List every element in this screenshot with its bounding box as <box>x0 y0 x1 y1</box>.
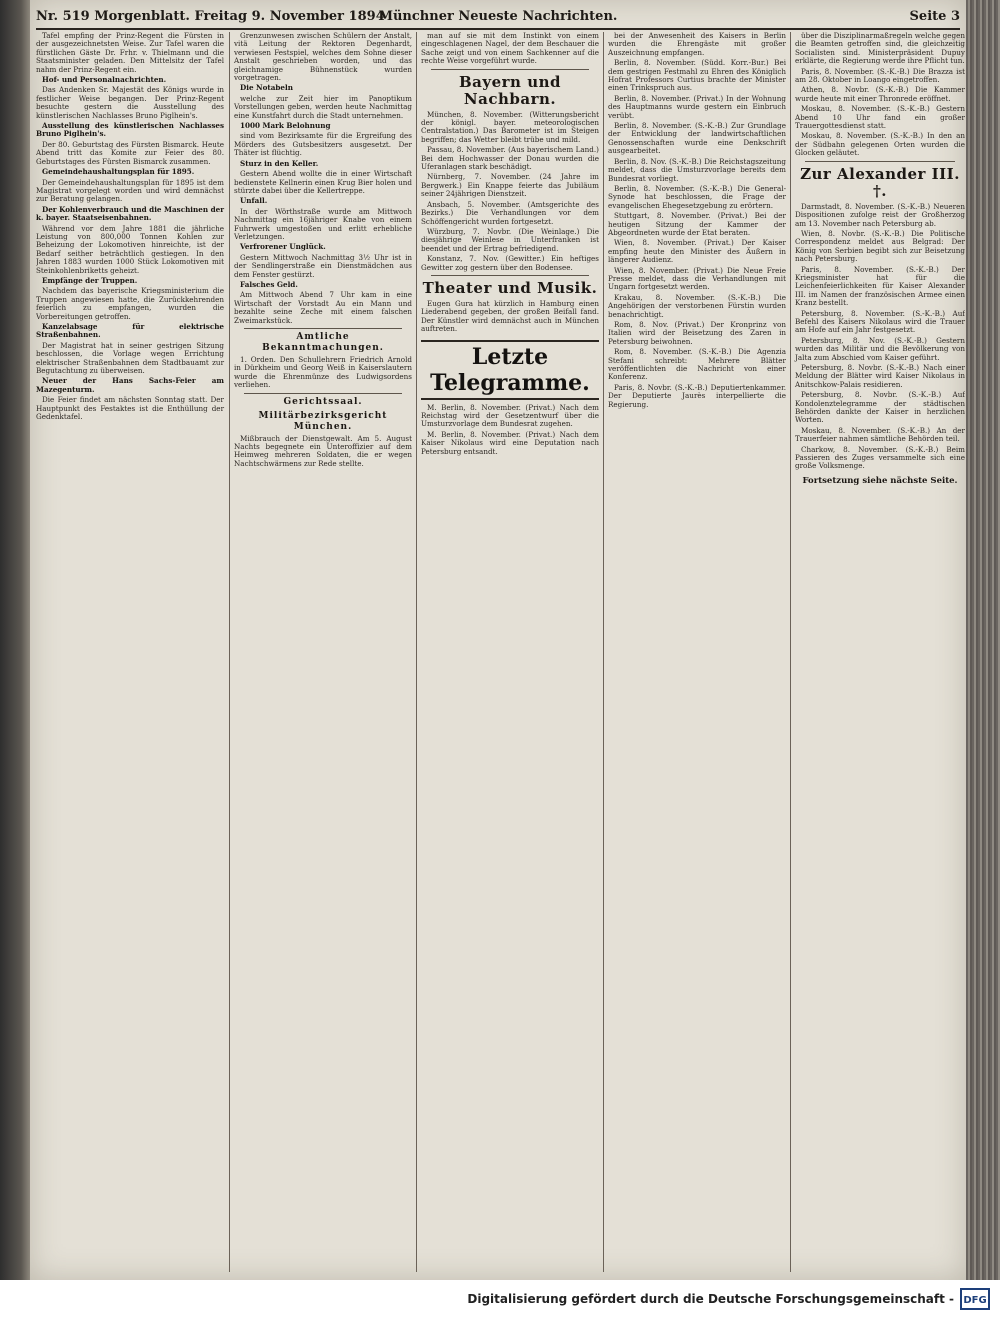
paragraph: Paris, 8. Novbr. (S.-K.-B.) Deputiertenkammer. Der Deputierte Jaurès interpellierte die Regierung. <box>608 382 786 409</box>
scan-binding-shadow <box>0 0 30 1280</box>
paragraph: Ansbach, 5. November. (Amtsgerichte des Bezirks.) Die Verhandlungen vor dem Schöffengericht wurden fortgesetzt. <box>421 199 599 226</box>
divider <box>244 328 402 329</box>
paragraph: Am Mittwoch Abend 7 Uhr kam in eine Wirtschaft der Vorstadt Au ein Mann und bezahlte seine Zeche mit einem falschen Zweimarkstück. <box>234 290 412 325</box>
section-heading: 1000 Mark Belohnung <box>240 121 331 131</box>
paragraph: Darmstadt, 8. November. (S.-K.-B.) Neueren Dispositionen zufolge reist der Großherzog am 13. November nach Petersburg ab. <box>795 201 965 228</box>
section-heading: Gemeindehaushaltungsplan für 1895. <box>42 167 195 177</box>
newspaper-page <box>30 0 966 1280</box>
section-title: Amtliche Bekanntmachungen. <box>262 332 384 353</box>
section-title: Theater und Musik. <box>422 278 598 297</box>
paragraph: Die Feier findet am nächsten Sonntag statt. Der Hauptpunkt des Festaktes ist die Enthüllung der Gedenktafel. <box>36 395 224 422</box>
paragraph: Stuttgart, 8. November. (Privat.) Bei der heutigen Sitzung der Kammer der Abgeordneten wurde der Etat beraten. <box>608 211 786 237</box>
divider <box>805 161 955 162</box>
paragraph: sind vom Bezirksamte für die Ergreifung des Mörders des Gutsbesitzers ausgesetzt. Der Thäter ist flüchtig. <box>234 131 412 158</box>
section-heading: Neuer der Hans Sachs-Feier am Mazegenturm. <box>36 376 224 394</box>
paragraph: Petersburg, 8. Novbr. (S.-K.-B.) Nach einer Meldung der Blätter wird Kaiser Nikolaus in Anitschkow-Palais residieren. <box>795 363 965 389</box>
section-heading: Unfall. <box>240 196 268 206</box>
section-title: Gerichtssaal. <box>283 396 363 407</box>
section-heading: Ausstellung des künstlerischen Nachlasses Bruno Piglhein's. <box>36 121 224 139</box>
paragraph: Konstanz, 7. Nov. (Gewitter.) Ein heftiges Gewitter zog gestern über den Bodensee. <box>421 254 599 272</box>
section-heading: Verfrorener Unglück. <box>240 242 326 252</box>
paragraph: M. Berlin, 8. November. (Privat.) Nach dem Kaiser Nikolaus wird eine Deputation nach Petersburg entsandt. <box>421 429 599 456</box>
paragraph: Paris, 8. November. (S.-K.-B.) Die Brazza ist am 28. Oktober in Loango eingetroffen. <box>795 66 965 85</box>
section-heading: Der Kohlenverbrauch und die Maschinen der k. bayer. Staatseisenbahnen. <box>36 204 224 223</box>
paper-title: Münchner Neueste Nachrichten. <box>378 9 618 24</box>
section-title: Bayern und Nachbarn. <box>459 72 561 108</box>
paragraph: In der Wörthstraße wurde am Mittwoch Nachmittag ein 16jähriger Knabe von einem Fuhrwerk umgestoßen und erlitt erhebliche Verletzungen. <box>234 206 412 241</box>
paragraph: Der Magistrat hat in seiner gestrigen Sitzung beschlossen, die Vorlage wegen Errichtung elektrischer Straßenbahnen dem Stadtbauamt zur Begutachtung zu überweisen. <box>36 340 224 376</box>
columns <box>36 32 965 1272</box>
paragraph: Paris, 8. November. (S.-K.-B.) Der Kriegsminister hat für die Leichenfeierlichkeiten für Kaiser Alexander III. im Namen der französischen Armee einen Kranz bestellt. <box>795 264 965 308</box>
paragraph: welche zur Zeit hier im Panoptikum Vorstellungen geben, werden heute Nachmittag eine Kunstfahrt durch die Stadt unternehmen. <box>234 93 412 120</box>
divider <box>244 393 402 394</box>
column-3 <box>416 32 603 1272</box>
paragraph: Mißbrauch der Dienstgewalt. Am 5. August Nachts begegnete ein Unteroffizier auf dem Heimweg mehreren Soldaten, die er wegen Nachtschwärmens zur Rede stellte. <box>234 433 412 468</box>
column-5 <box>790 32 965 1272</box>
section-heading: Falsches Geld. <box>240 279 298 289</box>
paragraph: Tafel empfing der Prinz-Regent die Fürsten in der ausgezeichnetsten Weise. Zur Tafel waren die fürstlichen Gäste Dr. Frhr. v. Thielmann und die Staatsminister geladen. Den Mittelsitz der Tafel nahm der Prinz-Regent ein. <box>36 32 224 74</box>
section-heading: Hof- und Personalnachrichten. <box>42 75 167 85</box>
paragraph: Grenzunwesen zwischen Schülern der Anstalt, vitä Leitung der Rektoren Degenhardt, verwiesen Festspiel, welches dem Sohne dieser Anstalt geschrieben worden, und das gleichnamige Bühnenstück wurden vorgetragen. <box>234 32 412 83</box>
section-heading: Kanzelabsage für elektrische Straßenbahnen. <box>36 322 224 340</box>
page-stack-edge <box>966 0 1000 1280</box>
paragraph: Moskau, 8. November. (S.-K.-B.) In den an der Südbahn gelegenen Orten wurden die Glocken geläutet. <box>795 131 965 158</box>
masthead <box>36 6 960 30</box>
paragraph: Eugen Gura hat kürzlich in Hamburg einen Liederabend gegeben, der großen Beifall fand. Der Künstler wird demnächst auch in München auftreten. <box>421 298 599 334</box>
paragraph: Nürnberg, 7. November. (24 Jahre im Bergwerk.) Ein Knappe feierte das Jubiläum seiner 24jährigen Dienstzeit. <box>421 172 599 199</box>
paragraph: Wien, 8. November. (Privat.) Der Kaiser empfing heute den Minister des Äußern in längerer Audienz. <box>608 238 786 265</box>
paragraph: Petersburg, 8. November. (S.-K.-B.) Auf Befehl des Kaisers Nikolaus wird die Trauer am Hofe auf ein Jahr festgesetzt. <box>795 308 965 335</box>
section-subtitle: Militärbezirksgericht München. <box>258 410 388 432</box>
column-1 <box>36 32 228 1272</box>
paragraph: man auf sie mit dem Instinkt von einem eingeschlagenen Nagel, der dem Beschauer die Sache zeigt und von einem Sachkenner auf die rechte Weise vorgeführt wurde. <box>421 32 599 66</box>
dfg-logo-icon: DFG <box>960 1288 990 1310</box>
paragraph: 1. Orden. Den Schullehrern Friedrich Arnold in Dürkheim und Georg Weiß in Kaiserslautern wurde die Ehrenmünze des Ludwigsordens verliehen. <box>234 355 412 390</box>
divider <box>431 69 589 70</box>
column-2 <box>229 32 416 1272</box>
paragraph: Würzburg, 7. Novbr. (Die Weinlage.) Die diesjährige Weinlese in Unterfranken ist beendet und der Ertrag befriedigend. <box>421 226 599 253</box>
paragraph: Wien, 8. Novbr. (S.-K.-B.) Die Politische Correspondenz meldet aus Belgrad: Der König von Serbien begibt sich zur Beisetzung nach Petersburg. <box>795 228 965 264</box>
page-number: Seite 3 <box>909 9 960 24</box>
section-heading: Empfänge der Truppen. <box>42 275 138 285</box>
paragraph: Das Andenken Sr. Majestät des Königs wurde in festlicher Weise begangen. Der Prinz-Regent besuchte gestern die Ausstellung des künstlerischen Nachlasses Bruno Piglhein's. <box>36 85 224 120</box>
paragraph: Gestern Abend wollte die in einer Wirtschaft bedienstete Kellnerin einen Krug Bier holen und stürzte dabei über die Kellertreppe. <box>234 169 412 195</box>
letzte-telegramme-heading: Letzte Telegramme. <box>421 340 599 400</box>
paragraph: München, 8. November. (Witterungsbericht der königl. bayer. meteorologischen Centralstation.) Das Barometer ist im Steigen begriffen; das Wetter bleibt trübe und mild. <box>421 109 599 144</box>
paragraph: Charkow, 8. November. (S.-K.-B.) Beim Passieren des Zuges versammelte sich eine große Volksmenge. <box>795 444 965 471</box>
paragraph: Rom, 8. November. (S.-K.-B.) Die Agenzia Stefani schreibt: Mehrere Blätter veröffentlichten die Nachricht von einer Konferenz. <box>608 347 786 382</box>
paragraph: Petersburg, 8. Nov. (S.-K.-B.) Gestern wurden das Militär und die Bevölkerung von Jalta zum Abschied vom Kaiser geführt. <box>795 335 965 362</box>
column-4 <box>603 32 790 1272</box>
paragraph: Moskau, 8. November. (S.-K.-B.) An der Trauerfeier nahmen sämtliche Behörden teil. <box>795 425 965 444</box>
paragraph: bei der Anwesenheit des Kaisers in Berlin wurden die Ehrengäste mit großer Auszeichnung empfangen. <box>608 32 786 57</box>
paragraph: Rom, 8. Nov. (Privat.) Der Kronprinz von Italien wird der Beisetzung des Zaren in Petersburg beiwohnen. <box>608 320 786 346</box>
issue-line: Nr. 519 Morgenblatt. Freitag 9. November 1894 <box>36 9 385 24</box>
paragraph: über die Disziplinarmaßregeln welche gegen die Beamten getroffen sind, die gleichzeitig Socialisten sind. Ministerpräsident Dupuy erklärte, die Regierung werde ihre Pflicht tun. <box>795 32 965 66</box>
section-title: Zur Alexander III. †. <box>800 164 960 200</box>
paragraph: Berlin, 8. November. (Südd. Korr.-Bur.) Bei dem gestrigen Festmahl zu Ehren des Königlich Hofrat Professors Curtius brachte der Minister einen Trinkspruch aus. <box>608 58 786 93</box>
divider <box>431 275 589 276</box>
paragraph: Passau, 8. November. (Aus bayerischem Land.) Bei dem Hochwasser der Donau wurden die Uferanlagen stark beschädigt. <box>421 145 599 172</box>
paragraph: Berlin, 8. November. (Privat.) In der Wohnung des Hauptmanns wurde gestern ein Einbruch verübt. <box>608 93 786 120</box>
paragraph: Berlin, 8. November. (S.-K.-B.) Die General-Synode hat beschlossen, die Frage der evangelischen Ehegesetzgebung zu erörtern. <box>608 183 786 210</box>
digitization-footer <box>0 1280 1000 1325</box>
paragraph: Der 80. Geburtstag des Fürsten Bismarck. Heute Abend tritt das Komite zur Feier des 80. Geburtstages des Fürsten Bismarck zusammen. <box>36 139 224 166</box>
paragraph: Berlin, 8. November. (S.-K.-B.) Zur Grundlage der Entwicklung der landwirtschaftlichen Genossenschaften wurde eine Denkschrift ausgearbeitet. <box>608 121 786 156</box>
paragraph: Berlin, 8. Nov. (S.-K.-B.) Die Reichstagszeitung meldet, dass die Umsturzvorlage bereits dem Bundesrat vorliegt. <box>608 156 786 183</box>
paragraph: Petersburg, 8. Novbr. (S.-K.-B.) Auf Kondolenztelegramme der städtischen Behörden dankte der Kaiser in herzlichen Worten. <box>795 390 965 425</box>
paragraph: M. Berlin, 8. November. (Privat.) Nach dem Reichstag wird der Gesetzentwurf über die Umsturzvorlage dem Bundesrat zugehen. <box>421 402 599 429</box>
paragraph: Gestern Mittwoch Nachmittag 3½ Uhr ist in der Sendlingerstraße ein Dienstmädchen aus dem Fenster gestürzt. <box>234 252 412 279</box>
paragraph: Während vor dem Jahre 1881 die jährliche Leistung von 800,000 Tonnen Kohlen zur Beheizung der Lokomotiven hinreichte, ist der Bedarf seither beträchtlich gestiegen. In den Jahren 1883 wurden 1000 Stück Lokomotiven mit Steinkohlenbriketts geheizt. <box>36 223 224 275</box>
paragraph: Athen, 8. Novbr. (S.-K.-B.) Die Kammer wurde heute mit einer Thronrede eröffnet. <box>795 85 965 103</box>
paragraph: Nachdem das bayerische Kriegsministerium die Truppen angewiesen hatte, die Zurückkehrenden feierlich zu empfangen, wurden die Vorbereitungen getroffen. <box>36 286 224 321</box>
paragraph: Krakau, 8. November. (S.-K.-B.) Die Angehörigen der verstorbenen Fürstin wurden benachrichtigt. <box>608 292 786 319</box>
section-heading: Die Notabeln <box>240 83 293 93</box>
continuation-note: Fortsetzung siehe nächste Seite. <box>802 475 958 486</box>
paragraph: Wien, 8. November. (Privat.) Die Neue Freie Presse meldet, dass die Verhandlungen mit Ungarn fortgesetzt werden. <box>608 265 786 292</box>
paragraph: Moskau, 8. November. (S.-K.-B.) Gestern Abend 10 Uhr fand ein großer Trauergottesdienst statt. <box>795 104 965 131</box>
funding-note: Digitalisierung gefördert durch die Deutsche Forschungsgemeinschaft - <box>467 1292 954 1306</box>
section-heading: Sturz in den Keller. <box>240 158 319 168</box>
paragraph: Der Gemeindehaushaltungsplan für 1895 ist dem Magistrat vorgelegt worden und wird demnächst zur Beratung gelangen. <box>36 177 224 204</box>
